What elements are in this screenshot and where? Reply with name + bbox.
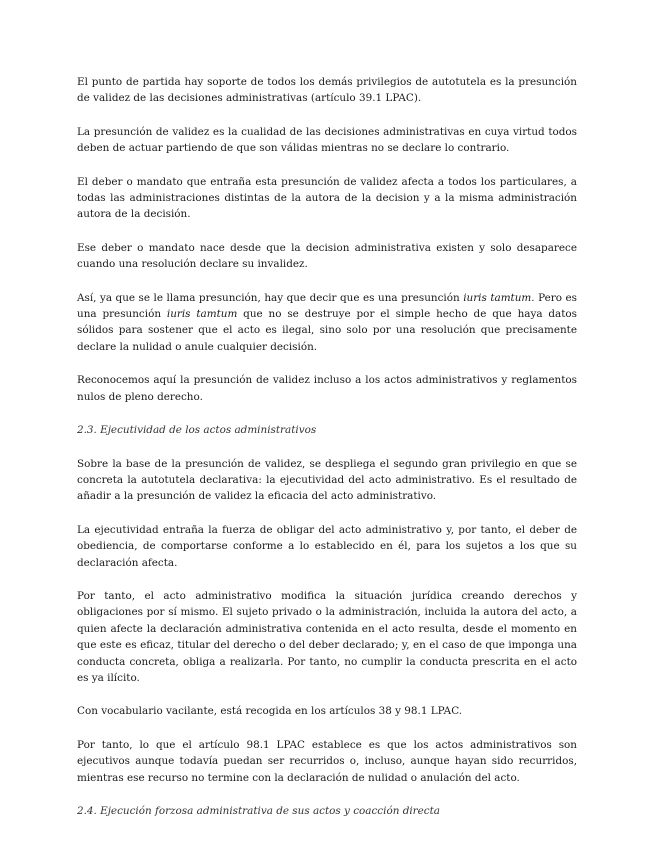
section-heading-ejecutividad: 2.3. Ejecutividad de los actos administrativos xyxy=(77,424,317,437)
paragraph-reconocimiento: Reconocemos aquí la presunción de validez incluso a los actos administrativos y reglamentos nulos de pleno derecho. xyxy=(77,374,577,403)
paragraph-nacimiento: Ese deber o mandato nace desde que la decision administrativa existen y solo desaparece cuando una resolución declare su invalidez. xyxy=(77,241,577,271)
paragraph-vocabulario: Con vocabulario vacilante, está recogida en los artículos 38 y 98.1 LPAC. xyxy=(77,705,463,718)
text-segment: que no se destruye por el simple hecho de que haya datos sólidos para sostener que el acto es ilegal, sino solo por una resolución que precisamente declare la nulidad o anule cualquier decisión. xyxy=(77,308,577,353)
paragraph-definicion: La presunción de validez es la cualidad de las decisiones administrativas en cuya virtud todos deben de actuar partiendo de que son válidas mientras no se declare lo contrario. xyxy=(77,125,577,155)
paragraph-ejecutividad: Sobre la base de la presunción de validez, se despliega el segundo gran privilegio en que se concreta la autotutela declarativa: la ejecutividad del acto administrativo. Es el resultado de añadir a la presunción de validez la eficacia del acto administrativo. xyxy=(77,457,577,503)
paragraph-iuris-tamtum xyxy=(77,290,577,356)
paragraph-situacion-juridica: Por tanto, el acto administrativo modifica la situación jurídica creando derechos y obligaciones por sí mismo. El sujeto privado o la administración, incluida la autora del acto, a quien afecte la declaración administrativa contenida en el acto resulta, desde el momento en que este es eficaz, titular del derecho o del deber declarado; y, en el caso de que imponga una conducta concreta, obliga a realizarla. Por tanto, no cumplir la conducta prescrita en el acto es ya ilícito. xyxy=(77,589,577,684)
paragraph-articulo-98: Por tanto, lo que el artículo 98.1 LPAC establece es que los actos administrativos son ejecutivos aunque todavía puedan ser recurridos o, incluso, aunque hayan sido recurridos, mientras ese recurso no termine con la declaración de nulidad o anulación del acto. xyxy=(77,738,577,784)
paragraph-deber-mandato: El deber o mandato que entraña esta presunción de validez afecta a todos los particulares, a todas las administraciones distintas de la autora de la decision y a la misma administración autora de la decisión. xyxy=(77,175,577,221)
latin-term: iuris tamtum xyxy=(463,291,532,304)
text-segment: . Pero es una presunción xyxy=(77,291,577,321)
document-page xyxy=(77,74,577,836)
section-heading-ejecucion-forzosa: 2.4. Ejecución forzosa administrativa de sus actos y coacción directa xyxy=(77,805,440,817)
paragraph-fuerza-obligar: La ejecutividad entraña la fuerza de obligar del acto administrativo y, por tanto, el deber de obediencia, de comportarse conforme a lo establecido en él, para los sujetos a los que su declaración afecta. xyxy=(77,523,577,569)
text-segment: Así, ya que se le llama presunción, hay que decir que es una presunción xyxy=(77,291,464,304)
latin-term: iuris tamtum xyxy=(166,308,238,321)
paragraph-presuncion-validez: El punto de partida hay soporte de todos los demás privilegios de autotutela es la presunción de validez de las decisiones administrativas (artículo 39.1 LPAC). xyxy=(77,76,577,105)
